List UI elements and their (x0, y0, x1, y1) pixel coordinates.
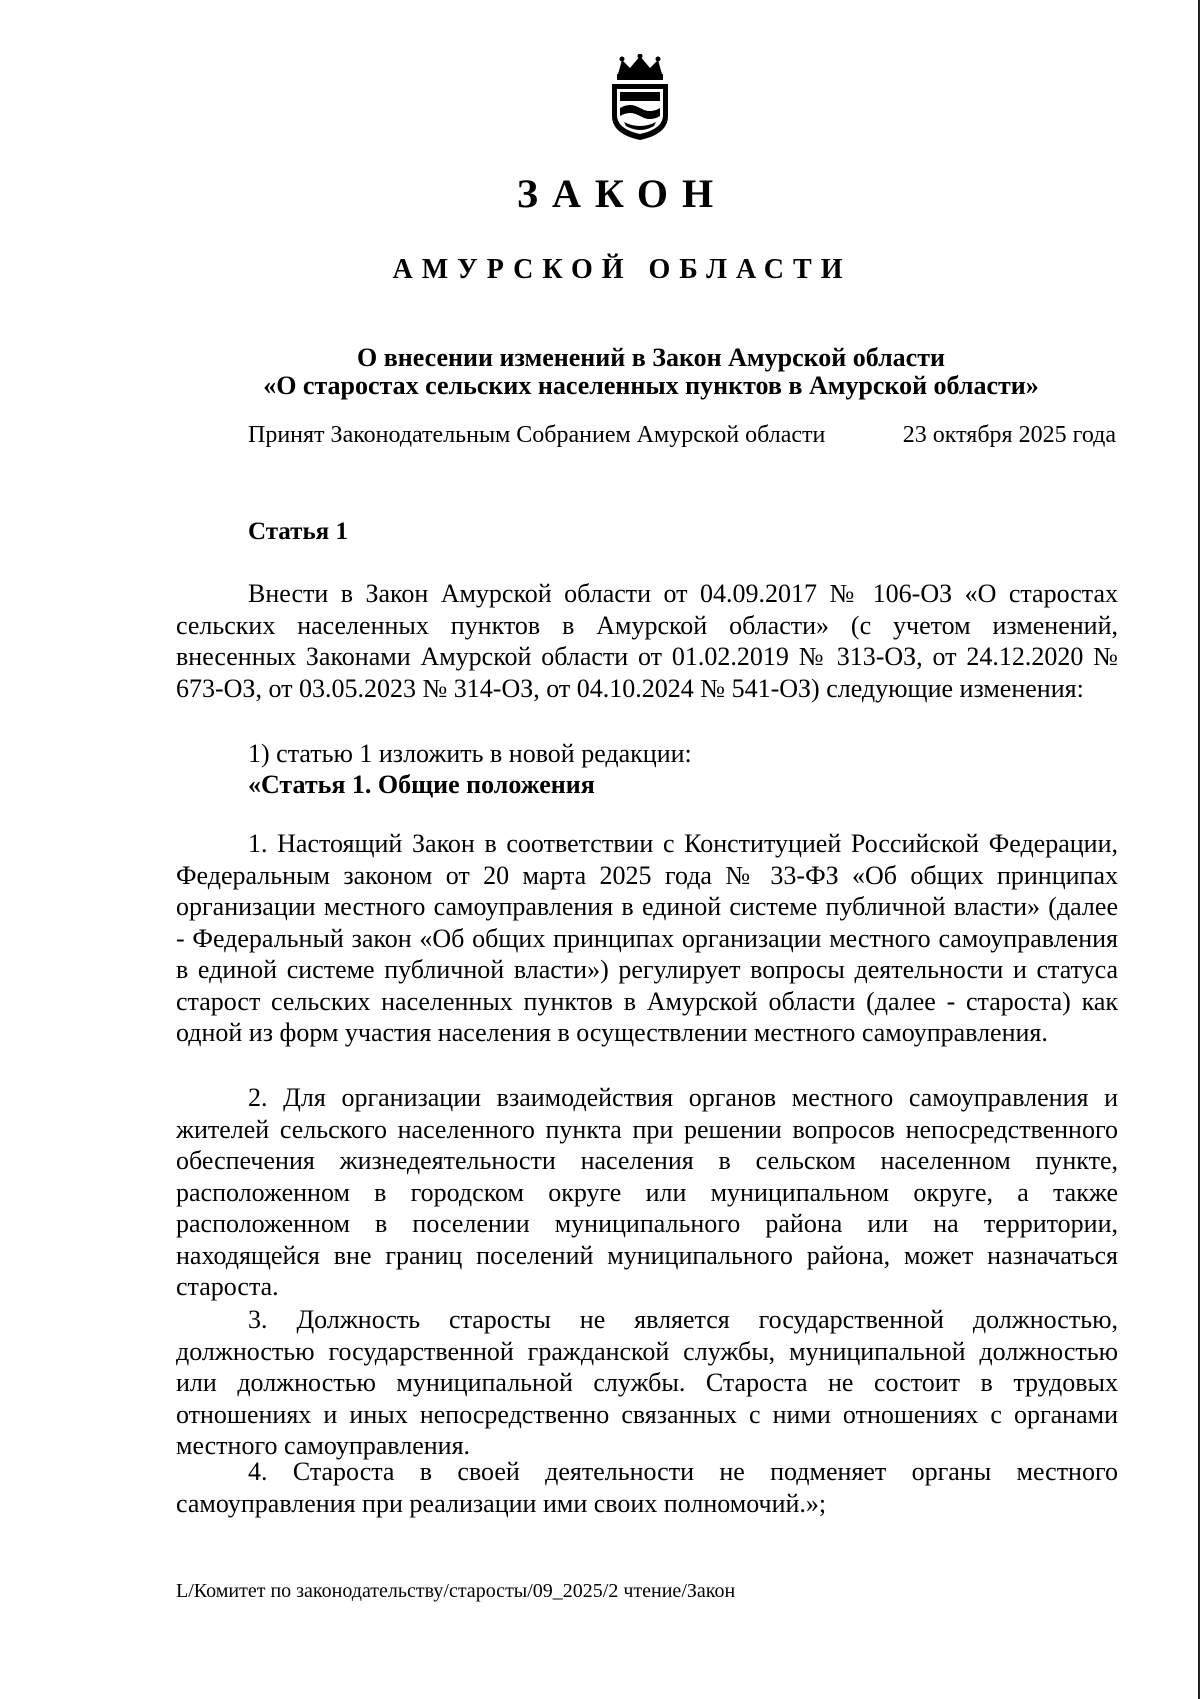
document-subtitle: АМУРСКОЙ ОБЛАСТИ (392, 254, 852, 285)
article-heading: Статья 1 (248, 518, 348, 545)
adoption-line (248, 422, 1116, 449)
point-1-paragraph: 1. Настоящий Закон в соответствии с Конституцией Российской Федерации, Федеральным законом от 20 марта 2025 года № 33-ФЗ «Об общих принципах организации местного самоуправления в единой системе публичной власти» (далее - Федеральный закон «Об общих принципах организации местного самоуправления в единой системе публичной власти») регулирует вопросы деятельности и статуса старост сельских населенных пунктов в Амурской области (далее - староста) как одной из форм участия населения в осуществлении местного самоуправления. (176, 829, 1118, 1047)
point-2-paragraph: 2. Для организации взаимодействия органов местного самоуправления и жителей сельского населенного пункта при решении вопросов непосредственного обеспечения жизнедеятельности населения в сельском населенном пункте, расположенном в городском округе или муниципальном округе, а также расположенном в поселении муниципального района или на территории, находящейся вне границ поселений муниципального района, может назначаться староста. (176, 1083, 1118, 1301)
point-4-paragraph: 4. Староста в своей деятельности не подменяет органы местного самоуправления при реализации ими своих полномочий.»; (176, 1457, 1118, 1518)
law-name-line-2: «О старостах сельских населенных пунктов в Амурской области» (263, 371, 1039, 400)
adoption-date: 23 октября 2025 года (902, 422, 1116, 448)
adopting-body: Принят Законодательным Собранием Амурской области (248, 422, 826, 448)
law-name-line-1: О внесении изменений в Закон Амурской области (357, 343, 945, 372)
new-article-title: «Статья 1. Общие положения (248, 770, 595, 799)
amur-region-coat-of-arms-icon (604, 54, 676, 142)
document-title: ЗАКОН (516, 171, 728, 216)
article-intro-paragraph: Внести в Закон Амурской области от 04.09.2017 № 106-ОЗ «О старостах сельских населенных пунктов в Амурской области» (с учетом изменений, внесенных Законами Амурской области от 01.02.2019 № 313-ОЗ, от 24.12.2020 № 673-ОЗ, от 03.05.2023 № 314-ОЗ, от 04.10.2024 № 541-ОЗ) следующие изменения: (176, 579, 1118, 703)
point-3-paragraph: 3. Должность старосты не является государственной должностью, должностью государственной гражданской службы, муниципальной должностью или должностью муниципальной службы. Староста не состоит в трудовых отношениях и иных непосредственно связанных с ними отношениях с органами местного самоуправления. (176, 1305, 1118, 1460)
law-name (176, 344, 1126, 400)
footer-file-path: L/Комитет по законодательству/старосты/09_2025/2 чтение/Закон (176, 1580, 736, 1602)
amendment-item-1: 1) статью 1 изложить в новой редакции: (248, 739, 692, 768)
